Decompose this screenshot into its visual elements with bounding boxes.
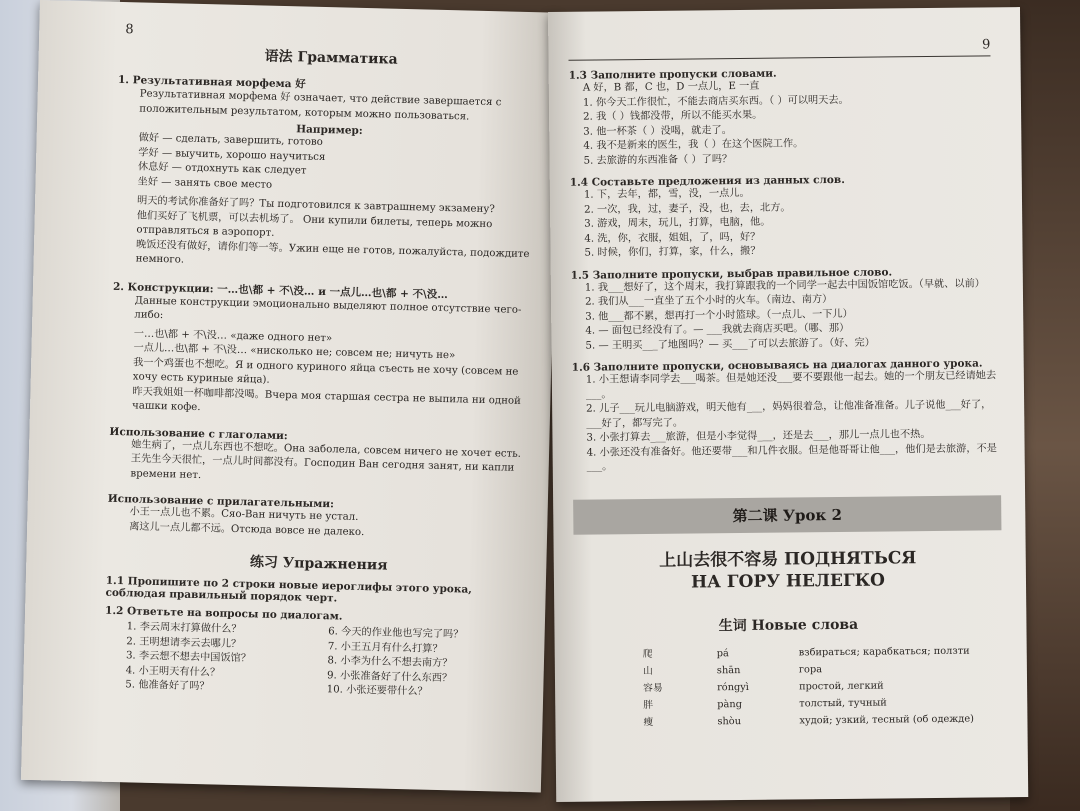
questions-column-right (327, 625, 530, 702)
construction-line: 我一个鸡蛋也不想吃。Я и одного куриного яйца съесть не хочу (совсем не хочу есть куриные яйца). (132, 356, 519, 386)
question-item: 2. 王明想请李云去哪儿？ (126, 635, 242, 650)
item2-lines (110, 326, 537, 423)
exercise-line: 4. 我不是新来的医生，我（ ）在这个医院工作。 (583, 138, 804, 152)
vocab-list (569, 642, 1010, 732)
sentence: 他们买好了飞机票，可以去机场了。 Они купили билеты, теперь можно отправляться в аэропорт. (136, 209, 493, 239)
lesson-bar: 第二课 Урок 2 (573, 495, 1001, 534)
vocab-hanzi: 山 (642, 665, 653, 678)
exercise-line: 2. 我们从___一直坐了五个小时的火车。（南边、南方） (584, 294, 833, 308)
vocab-meaning: толстый, тучный (799, 697, 887, 710)
vocab-hanzi: 容易 (643, 682, 663, 695)
adjectives-heading: Использование с прилагательными: (107, 492, 335, 511)
example-item: 做好 — сделать, завершить, готово (138, 132, 323, 148)
exercise-1-4-heading: 1.4 Составьте предложения из данных слов. (569, 173, 845, 189)
page-number-right: 9 (982, 37, 991, 53)
exercise-1-2-questions (103, 620, 530, 703)
lesson-2-header (567, 495, 1009, 732)
vocab-pinyin: róngyì (717, 681, 749, 694)
construction-line: 一点儿…也\都 + 不\没… «нисколько не; совсем не; ничуть не» (133, 342, 456, 362)
exercise-line: 3. 游戏，周末，玩儿，打算，电脑，他。 (584, 216, 771, 230)
exercise-line: 5. — 王明买___了地图吗？— 买___了可以去旅游了。（好、完） (585, 337, 875, 352)
item2-desc: Данные конструкции эмоционально выделяют полное отсутствие чего-либо: (134, 294, 522, 322)
verb-example: 她生病了，一点儿东西也不想吃。Она заболела, совсем ничего не хочет есть. (131, 438, 522, 460)
vocab-pinyin: pàng (717, 699, 743, 711)
question-item: 1. 李云周末打算做什么？ (126, 621, 242, 636)
page-number-left: 8 (125, 22, 134, 38)
exercise-line: 4. 洗，你，衣服，姐姐，了，吗，好？ (584, 231, 761, 245)
example-item: 坐好 — занять свое место (137, 175, 273, 191)
exercise-line: 2. 我（ ）钱都没带，所以不能买水果。 (583, 109, 763, 123)
exercise-line: 3. 他一杯茶（ ）没喝，就走了。 (583, 124, 732, 138)
exercises-title: 练习 Упражнения (249, 554, 388, 574)
vocab-row (569, 710, 1009, 732)
example-item: 休息好 — отдохнуть как следует (137, 161, 307, 177)
vocab-hanzi: 爬 (642, 648, 653, 661)
sentence: 明天的考试你准备好了吗？Ты подготовился к завтрашнему экзамену? (136, 195, 495, 216)
lesson-title-line1: 上山去很不容易 ПОДНЯТЬСЯ (659, 548, 917, 571)
question-item: 9. 小张准备好了什么东西？ (326, 669, 453, 684)
exercise-1-3-lines (569, 92, 1000, 169)
right-page (548, 7, 1028, 802)
exercise-line: 3. 他___都不累，想再打一个小时篮球。（一点儿、一下儿） (585, 308, 853, 323)
item2-heading: 2. Конструкции: 一…也\都 + 不\没… и 一点儿…也\都 + 不\没… (112, 280, 449, 301)
grammar-section (103, 42, 544, 703)
example-label: Например: (295, 123, 363, 137)
exercise-1-1: 1.1 Пропишите по 2 строки новые иероглифы этого урока, соблюдая правильный порядок черт. (105, 574, 473, 605)
header-rule (569, 55, 991, 60)
exercise-line: 5. 时候，你们，打算，家，什么，搬？ (584, 245, 761, 259)
question-item: 5. 他准备好了吗？ (125, 679, 210, 693)
exercise-1-2-heading: 1.2 Ответьте на вопросы по диалогам. (104, 604, 343, 623)
exercise-line: 1. 下，去年，都，雪，没，一点儿。 (583, 187, 750, 201)
vocab-hanzi: 胖 (643, 699, 654, 712)
item1-heading: 1. Результативная морфема 好 (117, 73, 306, 91)
exercise-1-5-lines (571, 277, 1002, 354)
construction-line: 一…也\都 + 不\没… «даже одного нет» (133, 327, 333, 344)
question-item: 4. 小王明天有什么？ (125, 664, 221, 679)
exercise-1-6-heading: 1.6 Заполните пропуски, основываясь на диалогах данного урока. (571, 357, 983, 374)
exercise-line: 4. — 面包已经没有了。— ___我就去商店买吧。（哪、那） (585, 322, 850, 337)
adjective-example: 小王一点儿也不累。Сяо-Ван ничуть не устал. (129, 506, 359, 523)
exercise-1-6-lines (572, 369, 1003, 475)
verbs-lines (108, 437, 534, 491)
exercises-continued (569, 65, 1003, 475)
exercise-line: 2. 儿子___玩儿电脑游戏，明天他有___，妈妈很着急，让他准备准备。儿子说他___好了，___好了，都写完了。 (586, 399, 992, 430)
question-item: 6. 今天的作业他也写完了吗？ (328, 626, 464, 641)
exercise-line: 3. 小张打算去___旅游，但是小李觉得___，还是去___，那儿一点儿也不热。 (586, 429, 931, 444)
question-item: 8. 小李为什么不想去南方？ (327, 655, 453, 670)
vocab-pinyin: pá (716, 648, 729, 660)
vocab-meaning: худой; узкий, тесный (об одежде) (799, 713, 974, 727)
lesson-title-line2: НА ГОРУ НЕЛЕГКО (690, 570, 886, 593)
vocab-meaning: простой, легкий (799, 680, 884, 693)
adjective-example: 离这儿一点儿都不远。Отсюда вовсе не далеко. (129, 520, 365, 538)
vocab-pinyin: shòu (717, 716, 742, 728)
vocab-pinyin: shān (716, 665, 741, 677)
exercise-line: 4. 小张还没有准备好。他还要带___和几件衣服。但是他哥哥让他___，他们是去旅游，不是___。 (586, 442, 997, 473)
example-item: 学好 — выучить, хорошо научиться (138, 146, 326, 163)
exercise-line: 5. 去旅游的东西准备（ ）了吗？ (583, 153, 733, 167)
left-page (21, 0, 560, 792)
exercise-1-3-heading: 1.3 Заполните пропуски словами. (568, 67, 777, 82)
question-item: 10. 小张还要带什么？ (326, 684, 428, 698)
exercise-line: 1. 小王想请李同学去___喝茶。但是她还没___要不要跟他一起去。她的一个朋友已经请她去___。 (585, 370, 997, 401)
vocab-meaning: гора (798, 664, 823, 676)
vocab-meaning: взбираться; карабкаться; ползти (798, 645, 970, 659)
verbs-heading: Использование с глаголами: (109, 425, 288, 442)
sentence: 晚饭还没有做好，请你们等一等。Ужин еще не готов, пожалуйста, подождите немного. (135, 238, 530, 266)
exercise-line: 1. 我___想好了，这个周末，我打算跟我的一个同学一起去中国饭馆吃饭。（早就、以前） (584, 277, 986, 294)
item1-desc: Результативная морфема 好 означает, что действие завершается с положительным результатом, которым можно пользоваться. (139, 88, 502, 123)
exercise-1-4-lines (570, 184, 1001, 261)
exercise-line: 1. 你今天工作很忙，不能去商店买东西。（ ）可以明天去。 (582, 94, 849, 109)
question-item: 7. 小王五月有什么打算？ (327, 640, 443, 655)
vocab-hanzi: 瘦 (643, 716, 654, 729)
vocab-title: 生词 Новые слова (718, 616, 859, 635)
exercise-1-3-options: A 好，B 都，C 也，D 一点儿，E 一直 (582, 80, 760, 94)
exercise-line: 2. 一次，我，过，妻子，没，也，去，北方。 (584, 201, 791, 216)
section-title: 语法 Грамматика (264, 48, 398, 68)
examples-list (115, 131, 541, 199)
question-item: 3. 李云想不想去中国饭馆？ (125, 650, 252, 665)
construction-line: 昨天我姐姐一杯咖啡都没喝。Вчера моя старшая сестра не выпила ни одной чашки кофе. (131, 385, 521, 414)
exercise-1-5-heading: 1.5 Заполните пропуски, выбрав правильное слово. (570, 265, 893, 282)
verb-example: 王先生今天很忙，一点儿时间都没有。Господин Ван сегодня занят, ни капли времени нет. (130, 453, 515, 481)
item1-sentences (114, 194, 541, 277)
questions-column-left (103, 620, 328, 698)
